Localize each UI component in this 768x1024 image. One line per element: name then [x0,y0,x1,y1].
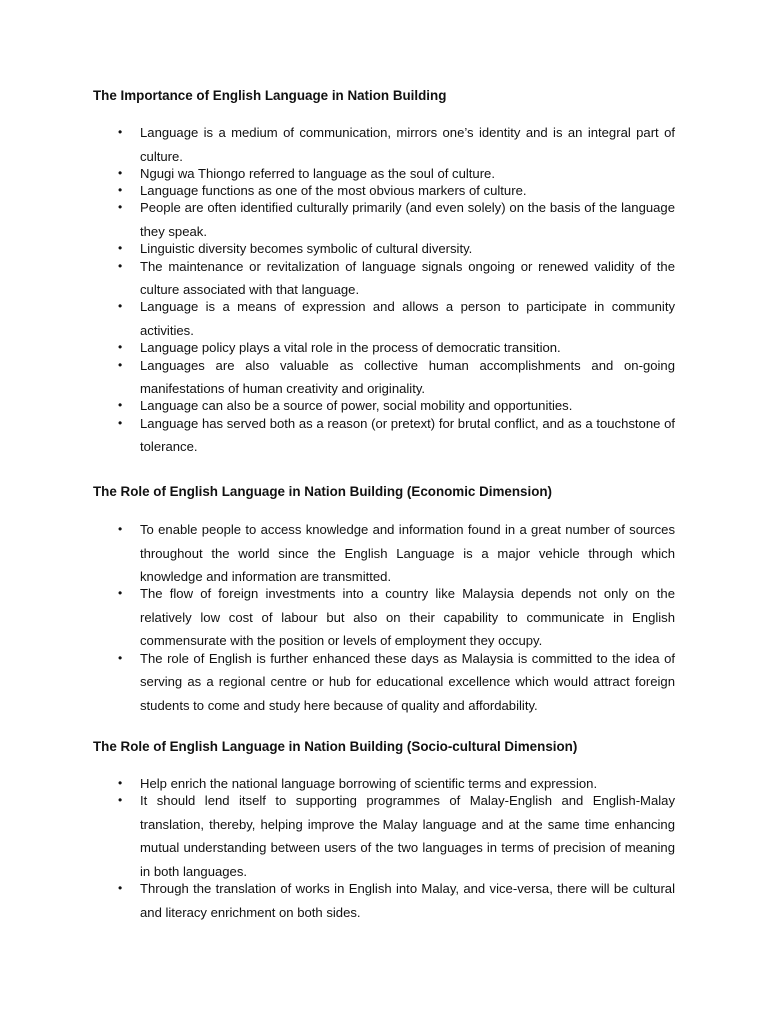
bullet-icon: • [118,340,123,355]
bullet-icon: • [118,241,123,256]
list-item-text: It should lend itself to supporting programmes of Malay-English and English-Malay translation, thereby, helping improve the Malay language and at the same time enhancing mutual understanding between users of the two languages in terms of precision of meaning in both languages. [140,793,675,879]
bullet-icon: • [118,183,123,198]
bullet-list [93,518,675,717]
section-heading: The Role of English Language in Nation Building (Socio-cultural Dimension) [93,739,578,754]
list-item [93,412,675,459]
list-item [93,582,675,653]
bullet-icon: • [118,357,123,372]
list-item-text: The role of English is further enhanced these days as Malaysia is committed to the idea of serving as a regional centre or hub for educational excellence which would attract foreign students to come and study here because of quality and affordability. [140,650,675,713]
list-item [93,877,675,924]
list-item-text: Through the translation of works in English into Malay, and vice-versa, there will be cultural and literacy enrichment on both sides. [140,881,675,920]
bullet-icon: • [118,299,123,314]
bullet-icon: • [118,165,123,180]
section-economic [93,483,675,711]
list-item-text: The maintenance or revitalization of language signals ongoing or renewed validity of the culture associated with that language. [140,258,675,298]
list-item-text: Language is a means of expression and allows a person to participate in community activities. [140,299,675,338]
bullet-icon: • [118,881,123,896]
bullet-list [93,772,675,924]
bullet-icon: • [118,415,123,430]
list-item [93,789,675,883]
section-socio-cultural [93,738,675,918]
bullet-icon: • [118,793,123,808]
list-item-text: To enable people to access knowledge and information found in a great number of sources throughout the world since the English Language is a major vehicle through which knowledge and information are transmitted. [140,522,675,584]
bullet-icon: • [118,125,123,139]
list-item [93,647,675,718]
bullet-icon: • [118,650,123,665]
list-item-text: Help enrich the national language borrowing of scientific terms and expression. [140,776,598,791]
list-item-text: People are often identified culturally primarily (and even solely) on the basis of the language they speak. [140,200,675,239]
section-importance [93,87,675,455]
list-item-text: Ngugi wa Thiongo referred to language as the soul of culture. [140,165,495,181]
bullet-icon: • [118,258,123,273]
bullet-icon: • [118,522,123,536]
list-item-text: Languages are also valuable as collective human accomplishments and on-going manifestations of human creativity and originality. [140,357,675,396]
list-item-text: Language policy plays a vital role in the process of democratic transition. [140,340,561,356]
bullet-icon: • [118,200,123,215]
section-heading: The Role of English Language in Nation Building (Economic Dimension) [93,484,553,499]
bullet-list [93,121,675,459]
list-item-text: Language is a medium of communication, mirrors one’s identity and is an integral part of culture. [140,125,675,164]
list-item [93,518,675,589]
bullet-icon: • [118,398,123,413]
list-item-text: The flow of foreign investments into a country like Malaysia depends not only on the relatively low cost of labour but also on their capability to communicate in English commensurate with the position or levels of employment they occupy. [140,586,675,649]
list-item-text: Linguistic diversity becomes symbolic of cultural diversity. [140,241,473,257]
list-item-text: Language has served both as a reason (or pretext) for brutal conflict, and as a touchstone of tolerance. [140,415,675,455]
list-item-text: Language functions as one of the most obvious markers of culture. [140,183,527,199]
bullet-icon: • [118,586,123,601]
section-heading: The Importance of English Language in Nation Building [93,88,447,103]
list-item-text: Language can also be a source of power, social mobility and opportunities. [140,398,573,414]
bullet-icon: • [118,776,123,790]
